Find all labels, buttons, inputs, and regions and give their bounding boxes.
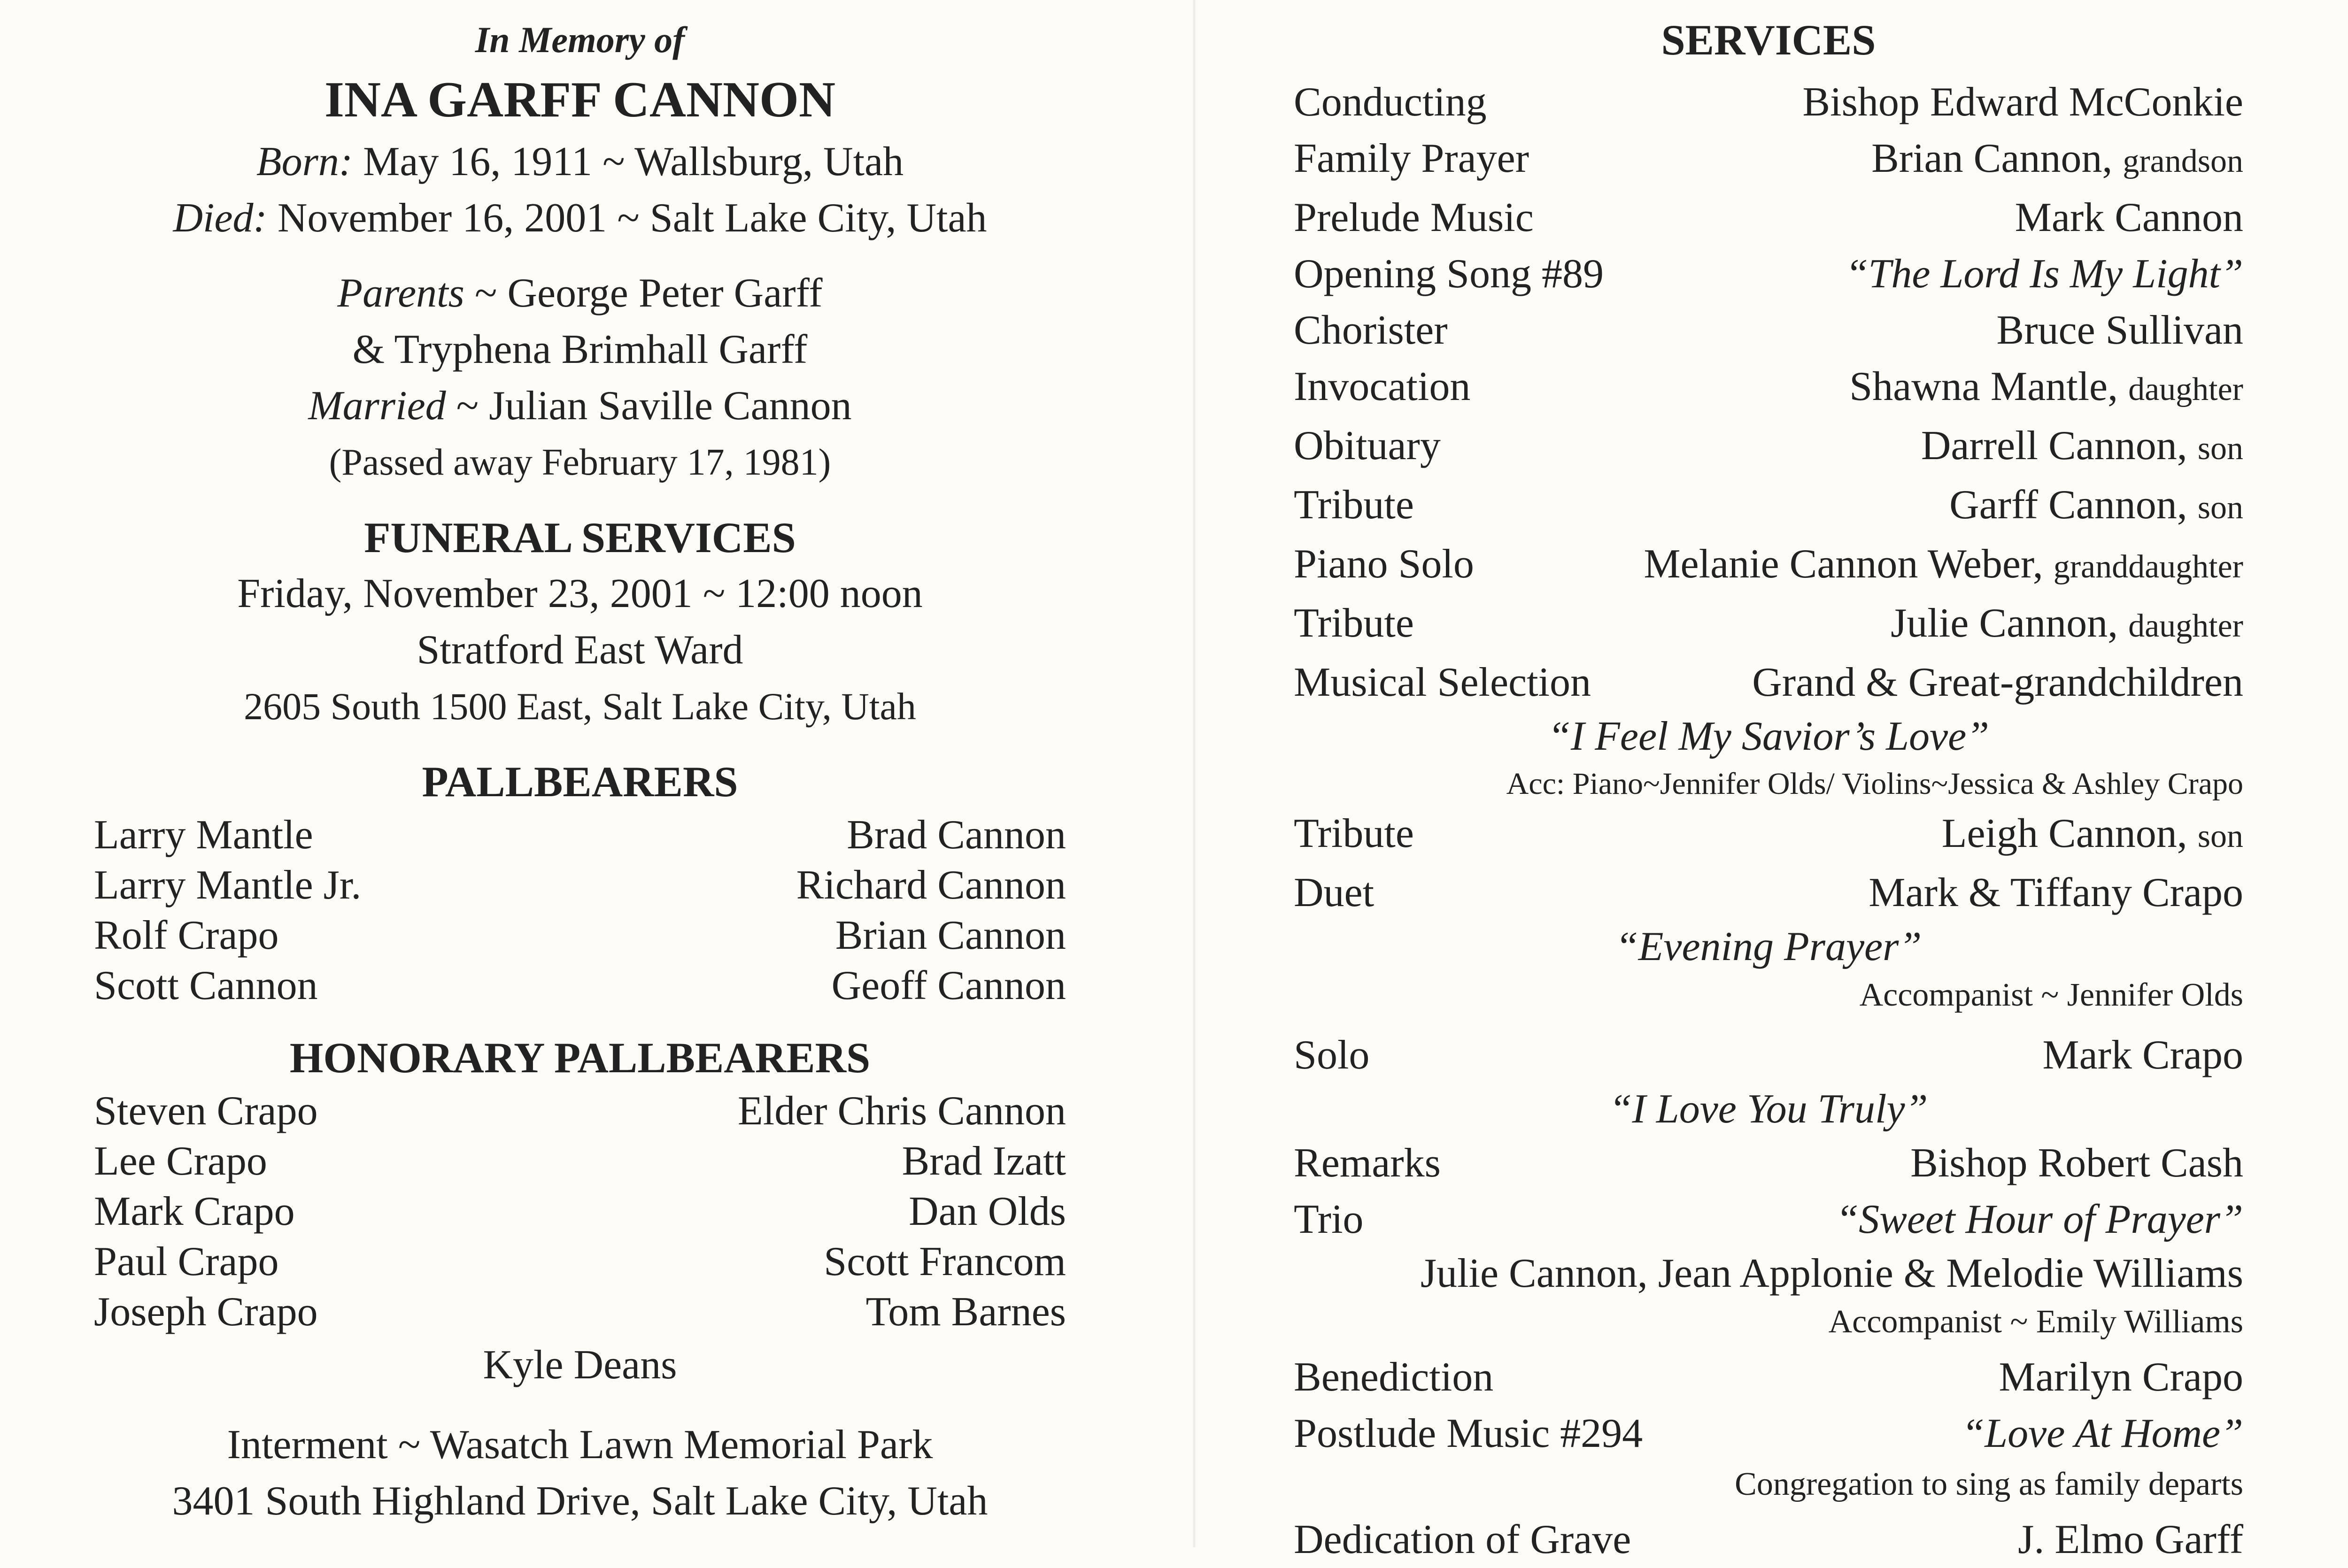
passed-line: (Passed away February 17, 1981) — [329, 442, 831, 483]
service-role: Postlude Music #294 — [1294, 1411, 1643, 1456]
service-role: Family Prayer — [1294, 136, 1529, 181]
solo-title: “I Love You Truly” — [1609, 1086, 1928, 1132]
pallbearer: Brad Cannon — [847, 812, 1066, 858]
funeral-address: 2605 South 1500 East, Salt Lake City, Utah — [244, 685, 916, 728]
pallbearer: Geoff Cannon — [831, 963, 1066, 1008]
pallbearers-list — [94, 810, 1066, 1011]
service-role: Conducting — [1294, 79, 1487, 125]
service-name: Bishop Robert Cash — [1910, 1140, 2243, 1186]
pallbearer: Scott Cannon — [94, 963, 318, 1008]
list-item — [94, 860, 1066, 910]
list-item — [94, 961, 1066, 1011]
service-row — [1294, 806, 2243, 865]
list-item — [94, 910, 1066, 961]
service-relation: granddaughter — [2053, 549, 2243, 585]
service-relation: daughter — [2128, 608, 2243, 644]
honorary-pallbearer: Joseph Crapo — [94, 1289, 318, 1335]
page-fold — [1193, 0, 1196, 1547]
service-role: Benediction — [1294, 1354, 1494, 1400]
service-row — [1294, 595, 2243, 654]
service-name: Brian Cannon, — [1871, 136, 2113, 181]
list-item — [94, 1237, 1066, 1287]
died-label: Died: — [173, 195, 267, 241]
service-row — [1294, 359, 2243, 418]
service-row — [1294, 302, 2243, 359]
married-value: ~ Julian Saville Cannon — [456, 383, 852, 429]
service-role: Obituary — [1294, 423, 1441, 469]
service-name: Mark & Tiffany Crapo — [1869, 870, 2243, 915]
service-role: Remarks — [1294, 1140, 1441, 1186]
postlude-title: “Love At Home” — [1962, 1411, 2243, 1456]
service-role: Solo — [1294, 1032, 1370, 1078]
married-label: Married — [308, 383, 446, 429]
parents-line — [94, 265, 1066, 322]
service-role: Trio — [1294, 1197, 1364, 1242]
service-role: Invocation — [1294, 364, 1471, 409]
parents-line-2: & Tryphena Brimhall Garff — [352, 327, 808, 372]
service-name: Mark Cannon — [2015, 195, 2243, 240]
service-name: Bruce Sullivan — [1996, 307, 2243, 353]
musical-title: “I Feel My Savior’s Love” — [1547, 714, 1990, 759]
list-item — [94, 1186, 1066, 1237]
service-relation: son — [2197, 818, 2243, 854]
list-item — [94, 1136, 1066, 1186]
service-name: Marilyn Crapo — [1999, 1354, 2243, 1400]
service-role: Tribute — [1294, 482, 1414, 528]
service-name: Shawna Mantle, — [1849, 364, 2118, 409]
service-row — [1294, 654, 2243, 711]
service-row — [1294, 131, 2243, 190]
interment-line: Interment ~ Wasatch Lawn Memorial Park — [227, 1422, 933, 1468]
service-role: Musical Selection — [1294, 660, 1591, 705]
service-role: Opening Song #89 — [1294, 251, 1604, 297]
pallbearer: Richard Cannon — [796, 862, 1066, 908]
service-row — [1294, 1406, 2243, 1462]
service-row — [1294, 74, 2243, 131]
pallbearers-heading: PALLBEARERS — [422, 758, 738, 806]
funeral-place: Stratford East Ward — [417, 627, 743, 673]
service-row — [1294, 1349, 2243, 1406]
service-relation: grandson — [2123, 143, 2243, 179]
born-value: May 16, 1911 ~ Wallsburg, Utah — [363, 139, 904, 184]
pallbearer: Brian Cannon — [835, 913, 1066, 958]
service-row — [1294, 1027, 2243, 1084]
honorary-list — [94, 1086, 1066, 1393]
honorary-pallbearer: Lee Crapo — [94, 1138, 267, 1184]
service-row — [1294, 1191, 2243, 1248]
married-line — [94, 378, 1066, 434]
list-item — [94, 1086, 1066, 1136]
list-item — [94, 1287, 1066, 1337]
funeral-date: Friday, November 23, 2001 ~ 12:00 noon — [237, 571, 923, 616]
musical-accompaniment: Acc: Piano~Jennifer Olds/ Violins~Jessica & Ashley Crapo — [1506, 767, 2243, 801]
pallbearer: Larry Mantle Jr. — [94, 862, 362, 908]
born-line — [94, 134, 1066, 190]
service-row — [1294, 246, 2243, 302]
memorial-panel — [94, 14, 1066, 1530]
honorary-pallbearer: Paul Crapo — [94, 1239, 279, 1284]
duet-accompanist: Accompanist ~ Jennifer Olds — [1859, 977, 2243, 1013]
in-memory-label: In Memory of — [475, 19, 685, 60]
service-row — [1294, 536, 2243, 595]
parents-label: Parents — [337, 270, 464, 316]
honorary-pallbearer: Steven Crapo — [94, 1088, 318, 1134]
services-panel — [1294, 9, 2243, 1568]
song-title: “The Lord Is My Light” — [1845, 251, 2243, 297]
service-name: Grand & Great-grandchildren — [1752, 660, 2243, 705]
honorary-heading: HONORARY PALLBEARERS — [289, 1034, 871, 1082]
service-row — [1294, 190, 2243, 246]
trio-names: Julie Cannon, Jean Applonie & Melodie Williams — [1420, 1251, 2243, 1296]
born-label: Born: — [256, 139, 353, 184]
service-name: J. Elmo Garff — [2018, 1517, 2243, 1562]
parents-value: ~ George Peter Garff — [474, 270, 823, 316]
service-role: Tribute — [1294, 600, 1414, 646]
service-name: Garff Cannon, — [1949, 482, 2187, 528]
postlude-note: Congregation to sing as family departs — [1735, 1466, 2243, 1502]
service-row — [1294, 865, 2243, 921]
service-name: Bishop Edward McConkie — [1802, 79, 2243, 125]
died-value: November 16, 2001 ~ Salt Lake City, Utah — [277, 195, 987, 241]
service-relation: daughter — [2128, 371, 2243, 407]
trio-accompanist: Accompanist ~ Emily Williams — [1828, 1304, 2243, 1340]
service-name: Julie Cannon, — [1891, 600, 2118, 646]
service-row — [1294, 418, 2243, 477]
service-role: Chorister — [1294, 307, 1448, 353]
service-row — [1294, 1135, 2243, 1191]
service-role: Tribute — [1294, 811, 1414, 856]
honorary-pallbearer: Tom Barnes — [865, 1289, 1066, 1335]
pallbearer: Larry Mantle — [94, 812, 313, 858]
honorary-pallbearer: Elder Chris Cannon — [737, 1088, 1066, 1134]
funeral-heading: FUNERAL SERVICES — [364, 514, 796, 561]
list-item — [94, 810, 1066, 860]
died-line — [94, 190, 1066, 246]
honorary-pallbearer: Dan Olds — [909, 1189, 1066, 1234]
honorary-pallbearer: Brad Izatt — [902, 1138, 1066, 1184]
pallbearer: Rolf Crapo — [94, 913, 279, 958]
service-name: Melanie Cannon Weber, — [1644, 541, 2043, 587]
service-row — [1294, 477, 2243, 536]
honorary-pallbearer: Mark Crapo — [94, 1189, 295, 1234]
service-role: Piano Solo — [1294, 541, 1474, 587]
duet-title: “Evening Prayer” — [1615, 924, 1922, 969]
service-role: Prelude Music — [1294, 195, 1534, 240]
service-role: Duet — [1294, 870, 1375, 915]
honorary-pallbearer-last: Kyle Deans — [483, 1342, 677, 1388]
honorary-pallbearer: Scott Francom — [824, 1239, 1066, 1284]
trio-title: “Sweet Hour of Prayer” — [1836, 1197, 2243, 1242]
service-relation: son — [2197, 490, 2243, 526]
service-name: Leigh Cannon, — [1941, 811, 2187, 856]
service-name: Mark Crapo — [2042, 1032, 2243, 1078]
service-name: Darrell Cannon, — [1921, 423, 2187, 469]
deceased-name: INA GARFF CANNON — [324, 72, 835, 128]
service-role: Dedication of Grave — [1294, 1517, 1631, 1562]
service-relation: son — [2197, 430, 2243, 467]
interment-address: 3401 South Highland Drive, Salt Lake City, Utah — [172, 1478, 988, 1524]
services-heading: SERVICES — [1661, 16, 1876, 64]
service-row — [1294, 1512, 2243, 1568]
